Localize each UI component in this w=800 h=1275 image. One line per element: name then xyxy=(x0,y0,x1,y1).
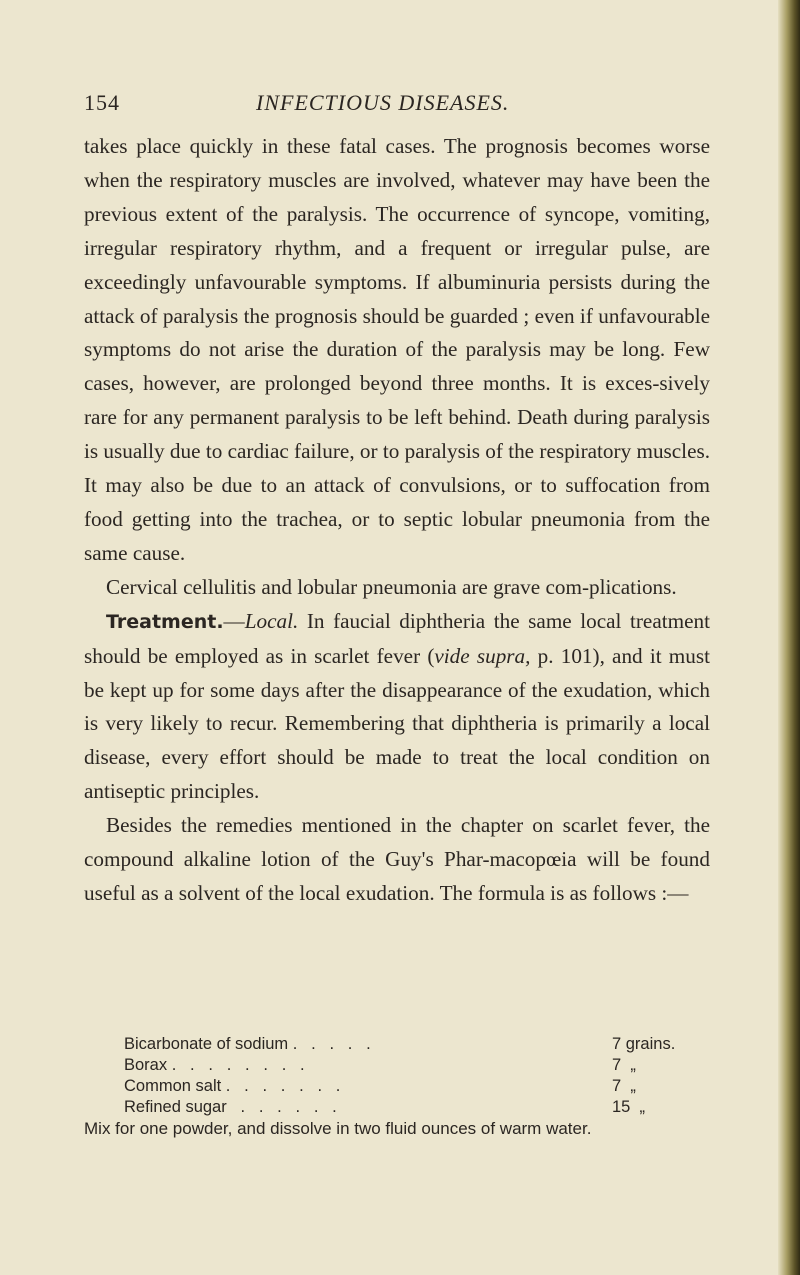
body-text xyxy=(84,130,710,911)
local-subheading: Local. xyxy=(244,608,299,633)
ingredient-quantity: 7 grains. xyxy=(612,1035,676,1053)
treatment-text-a: In faucial diphtheria the same local treatment should be employed as in scarlet fever ( xyxy=(84,608,710,668)
treatment-text-b: p. 101), and it must be kept up for some days after the disappearance of the exudation, which is very likely to recur. Remembering that diphtheria is primarily a local disease, every effort should be made to treat the local condition on antiseptic principles. xyxy=(84,643,711,804)
dot-leader: . . . . . . xyxy=(226,1098,337,1116)
formula-row xyxy=(84,1055,724,1076)
treatment-dash: — xyxy=(223,608,245,633)
paragraph-treatment xyxy=(84,605,710,809)
page-edge-shadow xyxy=(778,0,800,1275)
ingredient-name: Common salt xyxy=(124,1077,222,1095)
dot-leader: . . . . . . . xyxy=(221,1077,341,1095)
paragraph-complications: Cervical cellulitis and lobular pneumonia are grave com-plications. xyxy=(106,574,677,599)
paragraph-remedies: Besides the remedies mentioned in the chapter on scarlet fever, the compound alkaline lotion of the Guy's Phar-macopœia will be found useful as a solvent of the local exudation. The formula is as follows :— xyxy=(84,813,710,905)
treatment-heading: Treatment. xyxy=(106,610,224,633)
ingredient-quantity: 7 „ xyxy=(612,1077,636,1095)
formula-row xyxy=(84,1034,724,1055)
dot-leader: . . . . . . . . xyxy=(167,1056,305,1074)
formula-row xyxy=(84,1076,724,1097)
ingredient-name: Borax xyxy=(124,1056,168,1074)
formula-instruction: Mix for one powder, and dissolve in two fluid ounces of warm water. xyxy=(84,1119,592,1138)
ingredient-name: Refined sugar xyxy=(124,1098,227,1116)
dot-leader: . . . . . xyxy=(288,1035,371,1053)
ingredient-quantity: 7 „ xyxy=(612,1056,636,1074)
vide-supra: vide supra, xyxy=(434,643,531,668)
formula-block xyxy=(84,1034,724,1139)
page-header xyxy=(84,90,704,124)
formula-row xyxy=(84,1097,724,1118)
page-number: 154 xyxy=(84,90,120,115)
ingredient-name: Bicarbonate of sodium xyxy=(124,1035,289,1053)
running-title: INFECTIOUS DISEASES. xyxy=(256,90,510,115)
paragraph-prognosis: takes place quickly in these fatal cases. The prognosis becomes worse when the respiratory muscles are involved, whatever may have been the previous extent of the paralysis. The occurrence of syncope, vomiting, irregular respiratory rhythm, and a frequent or irregular pulse, are exceedingly unfavourable symptoms. If albuminuria persists during the attack of paralysis the prognosis should be guarded ; even if unfavourable symptoms do not arise the duration of the paralysis may be long. Few cases, however, are prolonged beyond three months. It is exces-sively rare for any permanent paralysis to be left behind. Death during paralysis is usually due to cardiac failure, or to paralysis of the respiratory muscles. It may also be due to an attack of convulsions, or to suffocation from food getting into the trachea, or to septic lobular pneumonia from the same cause. xyxy=(84,134,711,565)
ingredient-quantity: 15 „ xyxy=(612,1098,646,1116)
